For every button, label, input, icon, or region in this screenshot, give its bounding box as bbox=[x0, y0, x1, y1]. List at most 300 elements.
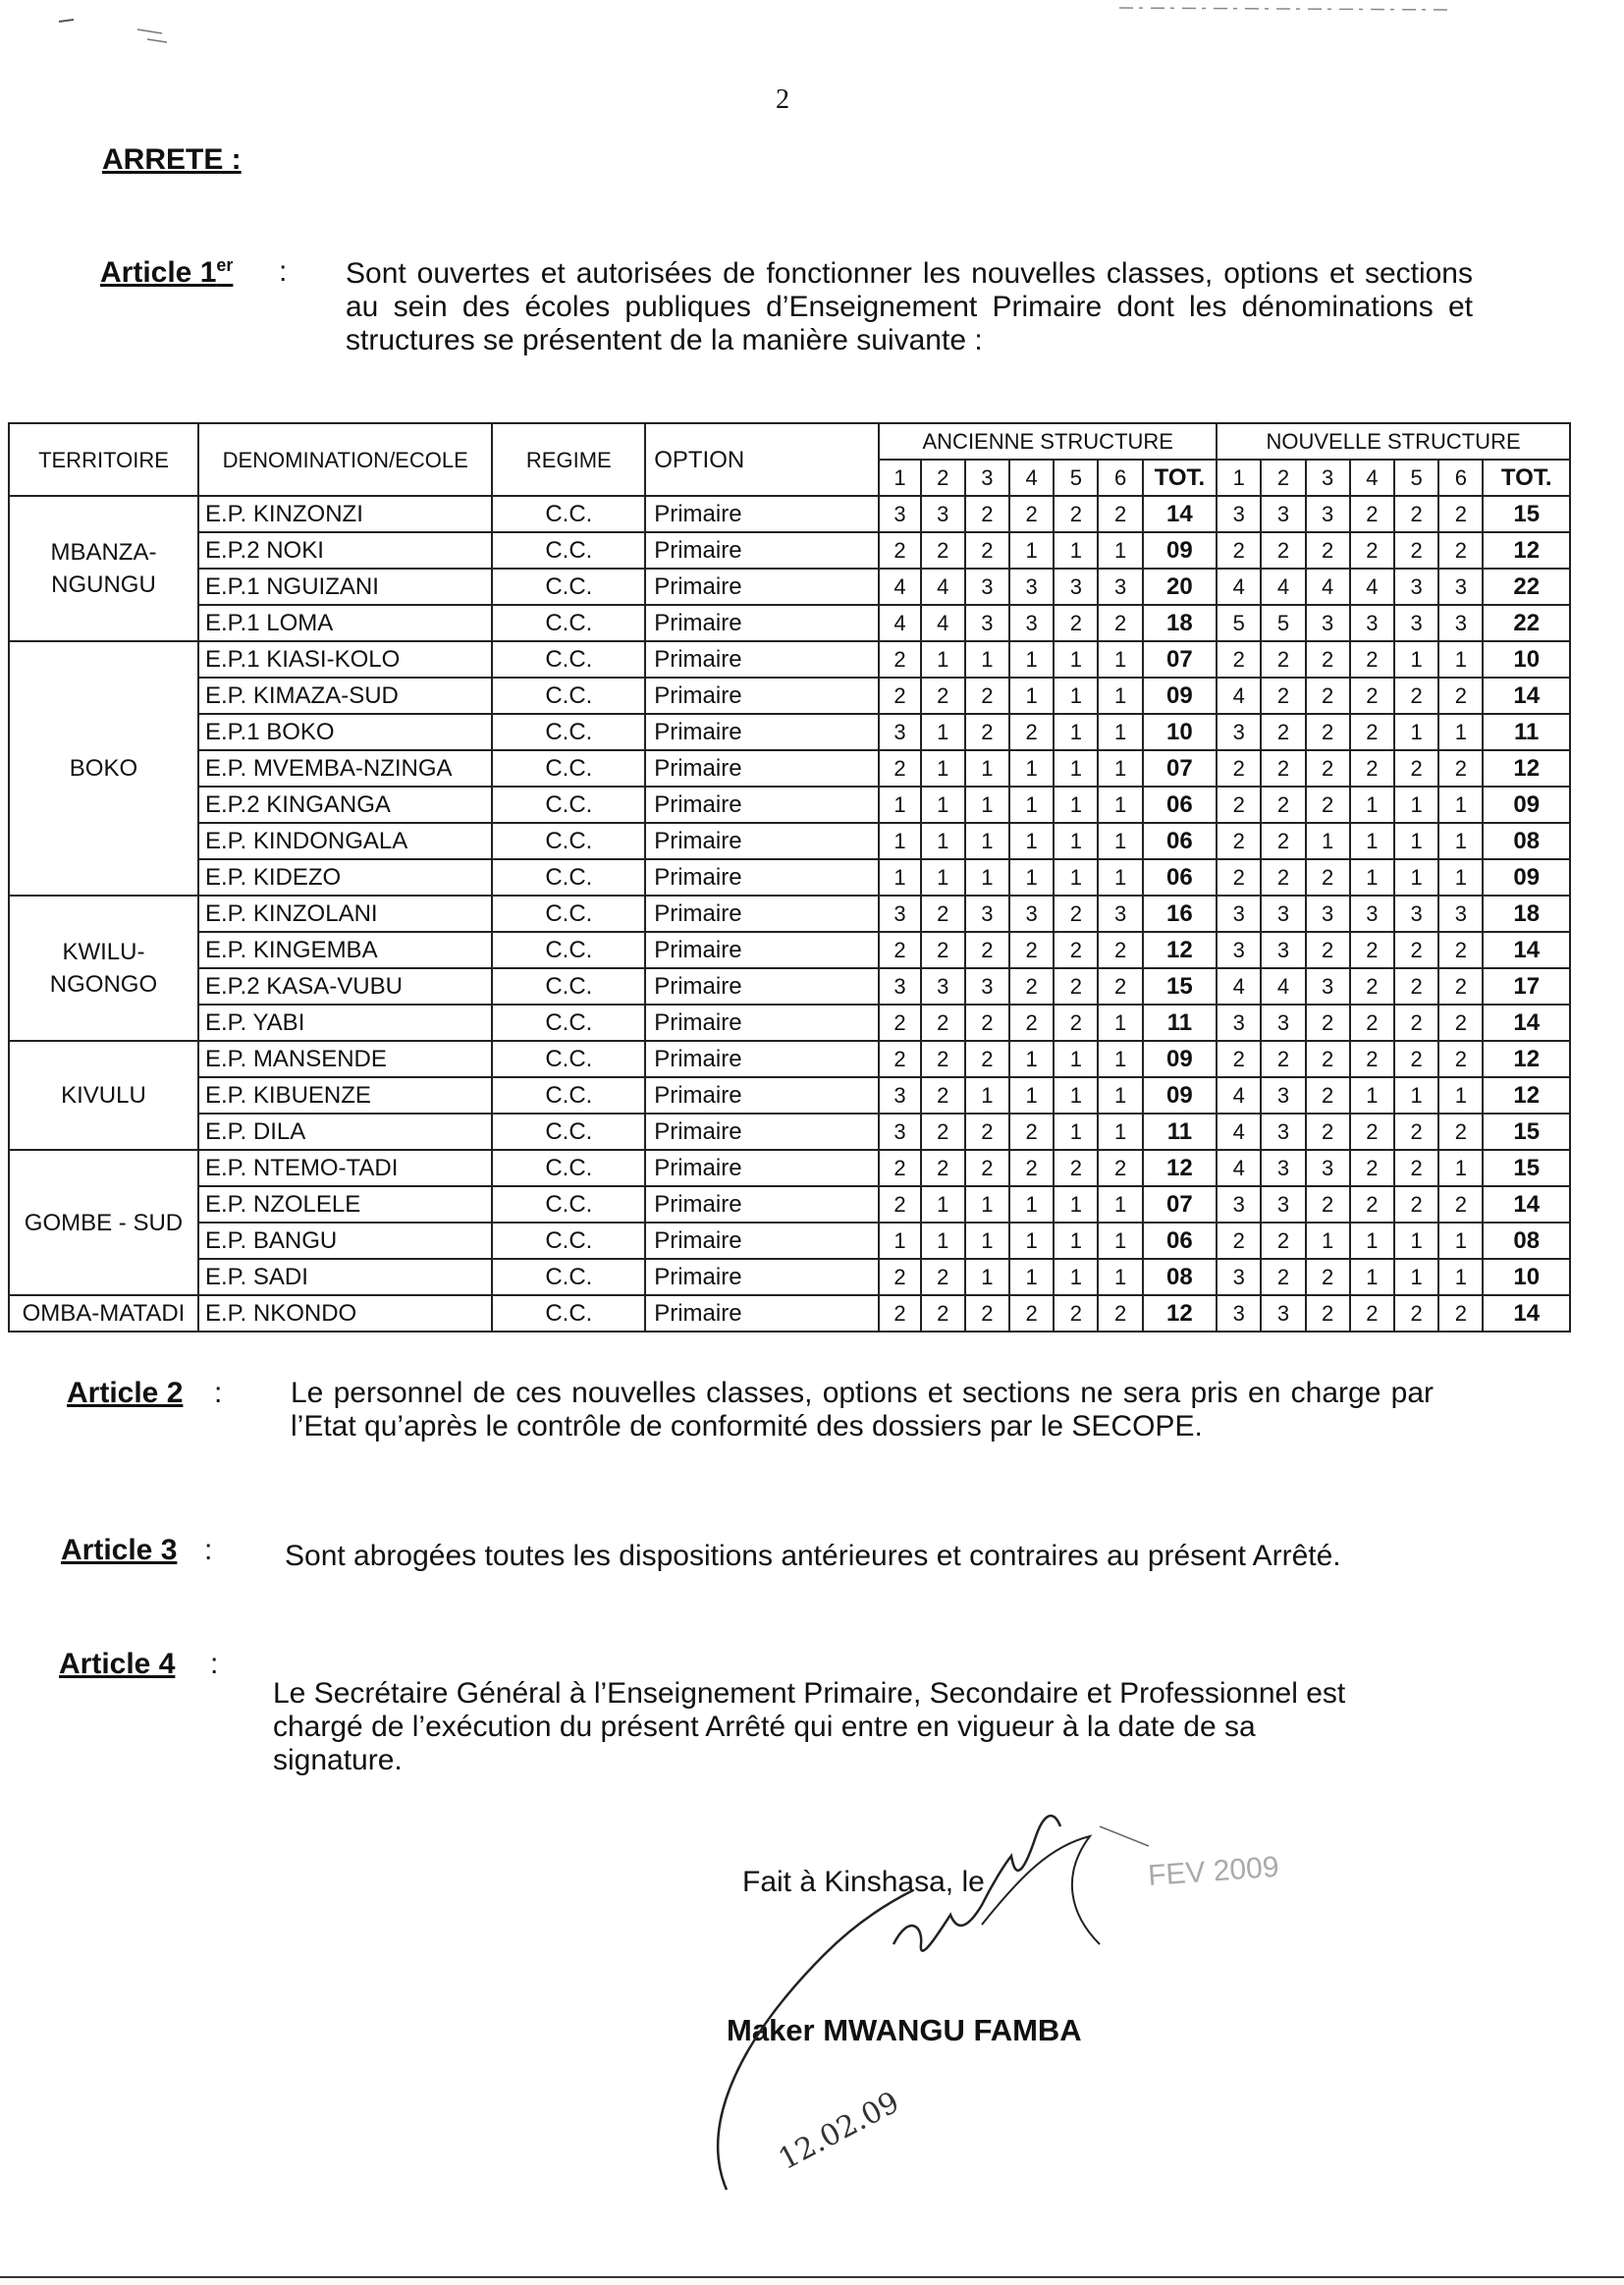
regime-cell: C.C. bbox=[492, 641, 645, 678]
new-class-count-cell: 3 bbox=[1261, 1114, 1305, 1150]
regime-cell: C.C. bbox=[492, 823, 645, 859]
new-class-count-cell: 2 bbox=[1394, 932, 1438, 968]
old-class-count-cell: 2 bbox=[965, 532, 1009, 569]
new-class-count-cell: 3 bbox=[1306, 1150, 1350, 1186]
school-name-cell: E.P. YABI bbox=[198, 1005, 492, 1041]
new-class-count-cell: 3 bbox=[1261, 1186, 1305, 1223]
new-class-count-cell: 2 bbox=[1350, 932, 1394, 968]
header-territoire: TERRITOIRE bbox=[9, 423, 198, 496]
old-class-count-cell: 2 bbox=[1098, 932, 1142, 968]
table-row bbox=[9, 1223, 1570, 1259]
school-name-cell: E.P. BANGU bbox=[198, 1223, 492, 1259]
new-class-count-cell: 2 bbox=[1261, 750, 1305, 787]
new-class-count-cell: 5 bbox=[1261, 605, 1305, 641]
regime-cell: C.C. bbox=[492, 859, 645, 896]
old-total-cell: 06 bbox=[1143, 859, 1217, 896]
new-class-count-cell: 2 bbox=[1306, 1077, 1350, 1114]
old-class-count-cell: 1 bbox=[1009, 1259, 1054, 1295]
old-total-cell: 09 bbox=[1143, 532, 1217, 569]
new-class-count-cell: 2 bbox=[1306, 932, 1350, 968]
new-class-count-cell: 3 bbox=[1217, 1186, 1261, 1223]
territoire-cell: KIVULU bbox=[9, 1041, 198, 1150]
old-class-count-cell: 1 bbox=[1009, 859, 1054, 896]
old-class-count-cell: 2 bbox=[1098, 496, 1142, 532]
regime-cell: C.C. bbox=[492, 896, 645, 932]
old-class-count-cell: 1 bbox=[965, 787, 1009, 823]
old-class-count-cell: 1 bbox=[1054, 678, 1098, 714]
new-class-count-cell: 2 bbox=[1217, 787, 1261, 823]
old-class-count-cell: 2 bbox=[1009, 1114, 1054, 1150]
new-class-count-cell: 2 bbox=[1438, 532, 1483, 569]
school-name-cell: E.P. NZOLELE bbox=[198, 1186, 492, 1223]
old-class-count-cell: 1 bbox=[1054, 787, 1098, 823]
old-class-count-cell: 1 bbox=[1098, 1005, 1142, 1041]
new-class-count-cell: 2 bbox=[1306, 641, 1350, 678]
old-class-count-cell: 1 bbox=[1054, 1186, 1098, 1223]
new-class-count-cell: 4 bbox=[1217, 569, 1261, 605]
new-class-count-cell: 3 bbox=[1306, 896, 1350, 932]
table-row bbox=[9, 678, 1570, 714]
new-class-count-cell: 2 bbox=[1350, 750, 1394, 787]
option-cell: Primaire bbox=[645, 896, 879, 932]
new-total-cell: 08 bbox=[1483, 823, 1570, 859]
new-total-cell: 22 bbox=[1483, 569, 1570, 605]
old-class-count-cell: 3 bbox=[921, 496, 965, 532]
old-class-count-cell: 2 bbox=[921, 1077, 965, 1114]
new-class-count-cell: 2 bbox=[1261, 678, 1305, 714]
new-class-count-cell: 2 bbox=[1394, 750, 1438, 787]
scan-artifacts bbox=[0, 0, 1624, 59]
old-class-count-cell: 1 bbox=[1009, 1041, 1054, 1077]
school-name-cell: E.P. MANSENDE bbox=[198, 1041, 492, 1077]
old-class-count-cell: 1 bbox=[1098, 714, 1142, 750]
new-class-count-cell: 2 bbox=[1261, 1223, 1305, 1259]
territoire-cell: BOKO bbox=[9, 641, 198, 896]
table-row bbox=[9, 1150, 1570, 1186]
old-class-count-cell: 4 bbox=[879, 605, 920, 641]
regime-cell: C.C. bbox=[492, 1077, 645, 1114]
new-class-count-cell: 2 bbox=[1350, 1295, 1394, 1332]
old-class-count-cell: 1 bbox=[1098, 1259, 1142, 1295]
new-class-count-cell: 2 bbox=[1306, 1259, 1350, 1295]
old-total-cell: 08 bbox=[1143, 1259, 1217, 1295]
new-class-count-cell: 3 bbox=[1261, 896, 1305, 932]
option-cell: Primaire bbox=[645, 968, 879, 1005]
header-regime: REGIME bbox=[492, 423, 645, 496]
regime-cell: C.C. bbox=[492, 1114, 645, 1150]
table-row bbox=[9, 1041, 1570, 1077]
article-2-label: Article 2 bbox=[67, 1377, 184, 1409]
new-class-count-cell: 3 bbox=[1217, 1295, 1261, 1332]
new-class-count-cell: 3 bbox=[1261, 1295, 1305, 1332]
table-header-row bbox=[9, 423, 1570, 460]
new-class-count-cell: 2 bbox=[1217, 750, 1261, 787]
signature-date: 12.02.09 bbox=[773, 2085, 905, 2178]
new-total-cell: 14 bbox=[1483, 932, 1570, 968]
new-class-count-cell: 2 bbox=[1350, 678, 1394, 714]
old-total-cell: 09 bbox=[1143, 1077, 1217, 1114]
option-cell: Primaire bbox=[645, 1005, 879, 1041]
new-class-count-cell: 5 bbox=[1217, 605, 1261, 641]
old-class-count-cell: 3 bbox=[1098, 569, 1142, 605]
school-name-cell: E.P. KIDEZO bbox=[198, 859, 492, 896]
old-class-count-cell: 1 bbox=[1009, 532, 1054, 569]
new-class-count-cell: 1 bbox=[1438, 1077, 1483, 1114]
old-class-count-cell: 2 bbox=[921, 532, 965, 569]
new-class-count-cell: 1 bbox=[1438, 641, 1483, 678]
header-col-old-2: 2 bbox=[921, 460, 965, 496]
old-class-count-cell: 2 bbox=[1098, 1150, 1142, 1186]
article-4-line: signature. bbox=[273, 1744, 403, 1776]
new-class-count-cell: 3 bbox=[1438, 569, 1483, 605]
old-class-count-cell: 3 bbox=[1009, 896, 1054, 932]
old-class-count-cell: 1 bbox=[1054, 823, 1098, 859]
old-class-count-cell: 1 bbox=[1054, 1041, 1098, 1077]
new-class-count-cell: 4 bbox=[1350, 569, 1394, 605]
old-class-count-cell: 2 bbox=[921, 1295, 965, 1332]
header-col-old-1: 1 bbox=[879, 460, 920, 496]
new-class-count-cell: 2 bbox=[1217, 823, 1261, 859]
old-class-count-cell: 3 bbox=[1009, 605, 1054, 641]
old-class-count-cell: 2 bbox=[879, 1295, 920, 1332]
new-class-count-cell: 2 bbox=[1217, 1041, 1261, 1077]
regime-cell: C.C. bbox=[492, 569, 645, 605]
school-name-cell: E.P.2 NOKI bbox=[198, 532, 492, 569]
new-class-count-cell: 2 bbox=[1261, 1259, 1305, 1295]
new-class-count-cell: 1 bbox=[1394, 859, 1438, 896]
regime-cell: C.C. bbox=[492, 1041, 645, 1077]
old-total-cell: 14 bbox=[1143, 496, 1217, 532]
new-total-cell: 15 bbox=[1483, 1150, 1570, 1186]
new-total-cell: 10 bbox=[1483, 1259, 1570, 1295]
old-class-count-cell: 2 bbox=[921, 896, 965, 932]
new-class-count-cell: 2 bbox=[1438, 932, 1483, 968]
old-class-count-cell: 1 bbox=[1098, 641, 1142, 678]
new-class-count-cell: 2 bbox=[1306, 1114, 1350, 1150]
article-3-colon: : bbox=[204, 1534, 213, 1566]
new-class-count-cell: 2 bbox=[1350, 1186, 1394, 1223]
old-class-count-cell: 3 bbox=[879, 1077, 920, 1114]
old-class-count-cell: 3 bbox=[1054, 569, 1098, 605]
regime-cell: C.C. bbox=[492, 1223, 645, 1259]
new-class-count-cell: 2 bbox=[1350, 1150, 1394, 1186]
old-class-count-cell: 1 bbox=[921, 641, 965, 678]
old-class-count-cell: 2 bbox=[1009, 1005, 1054, 1041]
table-row bbox=[9, 1295, 1570, 1332]
new-class-count-cell: 1 bbox=[1438, 859, 1483, 896]
new-class-count-cell: 4 bbox=[1261, 968, 1305, 1005]
new-class-count-cell: 2 bbox=[1438, 1114, 1483, 1150]
old-class-count-cell: 2 bbox=[965, 1041, 1009, 1077]
school-name-cell: E.P. KINZOLANI bbox=[198, 896, 492, 932]
article-3-label: Article 3 bbox=[61, 1534, 178, 1566]
old-class-count-cell: 1 bbox=[879, 859, 920, 896]
regime-cell: C.C. bbox=[492, 678, 645, 714]
school-name-cell: E.P. DILA bbox=[198, 1114, 492, 1150]
new-class-count-cell: 1 bbox=[1438, 1150, 1483, 1186]
old-class-count-cell: 3 bbox=[879, 896, 920, 932]
old-class-count-cell: 1 bbox=[921, 714, 965, 750]
territoire-cell: MBANZA-NGUNGU bbox=[9, 496, 198, 641]
table-row bbox=[9, 750, 1570, 787]
old-total-cell: 06 bbox=[1143, 1223, 1217, 1259]
table-row bbox=[9, 1186, 1570, 1223]
new-total-cell: 09 bbox=[1483, 859, 1570, 896]
school-name-cell: E.P.1 BOKO bbox=[198, 714, 492, 750]
old-class-count-cell: 2 bbox=[921, 1150, 965, 1186]
new-class-count-cell: 3 bbox=[1350, 605, 1394, 641]
old-total-cell: 12 bbox=[1143, 932, 1217, 968]
header-option: OPTION bbox=[645, 423, 879, 496]
old-class-count-cell: 1 bbox=[1098, 532, 1142, 569]
article-4-colon: : bbox=[210, 1648, 219, 1680]
regime-cell: C.C. bbox=[492, 605, 645, 641]
old-class-count-cell: 2 bbox=[879, 1259, 920, 1295]
old-class-count-cell: 2 bbox=[1009, 932, 1054, 968]
place-and-date-line: Fait à Kinshasa, le bbox=[742, 1866, 985, 1898]
new-class-count-cell: 3 bbox=[1306, 968, 1350, 1005]
old-class-count-cell: 2 bbox=[1009, 496, 1054, 532]
new-class-count-cell: 1 bbox=[1350, 1259, 1394, 1295]
old-class-count-cell: 2 bbox=[965, 714, 1009, 750]
old-total-cell: 07 bbox=[1143, 641, 1217, 678]
old-class-count-cell: 3 bbox=[879, 968, 920, 1005]
new-class-count-cell: 2 bbox=[1394, 1150, 1438, 1186]
new-total-cell: 08 bbox=[1483, 1223, 1570, 1259]
new-total-cell: 18 bbox=[1483, 896, 1570, 932]
old-total-cell: 12 bbox=[1143, 1295, 1217, 1332]
new-class-count-cell: 3 bbox=[1261, 1150, 1305, 1186]
article-2-text: Le personnel de ces nouvelles classes, options et sections ne sera pris en charge par l’Etat qu’après le contrôle de conformité des dossiers par le SECOPE. bbox=[291, 1377, 1434, 1442]
option-cell: Primaire bbox=[645, 1041, 879, 1077]
new-total-cell: 11 bbox=[1483, 714, 1570, 750]
new-class-count-cell: 1 bbox=[1394, 823, 1438, 859]
new-class-count-cell: 1 bbox=[1394, 787, 1438, 823]
old-total-cell: 18 bbox=[1143, 605, 1217, 641]
school-name-cell: E.P. NKONDO bbox=[198, 1295, 492, 1332]
new-class-count-cell: 2 bbox=[1306, 1186, 1350, 1223]
old-class-count-cell: 1 bbox=[879, 823, 920, 859]
old-class-count-cell: 3 bbox=[879, 714, 920, 750]
new-class-count-cell: 1 bbox=[1350, 823, 1394, 859]
new-class-count-cell: 2 bbox=[1306, 714, 1350, 750]
school-name-cell: E.P. KINZONZI bbox=[198, 496, 492, 532]
new-class-count-cell: 2 bbox=[1350, 714, 1394, 750]
new-class-count-cell: 2 bbox=[1394, 1005, 1438, 1041]
old-class-count-cell: 2 bbox=[879, 678, 920, 714]
option-cell: Primaire bbox=[645, 1150, 879, 1186]
header-col-new-tot: TOT. bbox=[1483, 460, 1570, 496]
new-class-count-cell: 2 bbox=[1217, 532, 1261, 569]
old-total-cell: 16 bbox=[1143, 896, 1217, 932]
old-class-count-cell: 3 bbox=[965, 896, 1009, 932]
new-class-count-cell: 2 bbox=[1350, 1114, 1394, 1150]
option-cell: Primaire bbox=[645, 1223, 879, 1259]
old-class-count-cell: 2 bbox=[879, 750, 920, 787]
new-class-count-cell: 3 bbox=[1261, 1005, 1305, 1041]
new-class-count-cell: 2 bbox=[1438, 750, 1483, 787]
old-class-count-cell: 1 bbox=[1098, 1114, 1142, 1150]
article-2-colon: : bbox=[214, 1377, 223, 1409]
new-total-cell: 12 bbox=[1483, 1077, 1570, 1114]
option-cell: Primaire bbox=[645, 678, 879, 714]
new-class-count-cell: 2 bbox=[1394, 678, 1438, 714]
new-total-cell: 15 bbox=[1483, 1114, 1570, 1150]
new-class-count-cell: 2 bbox=[1261, 532, 1305, 569]
new-class-count-cell: 1 bbox=[1438, 823, 1483, 859]
old-class-count-cell: 1 bbox=[1054, 1114, 1098, 1150]
new-class-count-cell: 3 bbox=[1261, 932, 1305, 968]
old-class-count-cell: 1 bbox=[1009, 787, 1054, 823]
new-total-cell: 10 bbox=[1483, 641, 1570, 678]
new-total-cell: 14 bbox=[1483, 1186, 1570, 1223]
old-class-count-cell: 1 bbox=[921, 750, 965, 787]
new-class-count-cell: 1 bbox=[1350, 1077, 1394, 1114]
new-class-count-cell: 2 bbox=[1394, 496, 1438, 532]
new-class-count-cell: 2 bbox=[1350, 641, 1394, 678]
new-class-count-cell: 3 bbox=[1217, 1005, 1261, 1041]
old-total-cell: 07 bbox=[1143, 1186, 1217, 1223]
new-class-count-cell: 2 bbox=[1306, 678, 1350, 714]
new-class-count-cell: 2 bbox=[1394, 1186, 1438, 1223]
new-class-count-cell: 3 bbox=[1438, 896, 1483, 932]
new-class-count-cell: 3 bbox=[1394, 896, 1438, 932]
new-class-count-cell: 1 bbox=[1394, 641, 1438, 678]
article-1-colon: : bbox=[279, 255, 288, 288]
new-class-count-cell: 1 bbox=[1394, 1077, 1438, 1114]
table-row bbox=[9, 641, 1570, 678]
table-row bbox=[9, 1259, 1570, 1295]
new-class-count-cell: 3 bbox=[1306, 605, 1350, 641]
school-name-cell: E.P. SADI bbox=[198, 1259, 492, 1295]
new-class-count-cell: 2 bbox=[1350, 532, 1394, 569]
signatory-name: Maker MWANGU FAMBA bbox=[727, 2013, 1082, 2047]
old-class-count-cell: 2 bbox=[879, 1005, 920, 1041]
school-name-cell: E.P. KIBUENZE bbox=[198, 1077, 492, 1114]
old-class-count-cell: 2 bbox=[879, 1150, 920, 1186]
old-class-count-cell: 2 bbox=[965, 1005, 1009, 1041]
new-class-count-cell: 1 bbox=[1306, 823, 1350, 859]
header-nouvelle-structure: NOUVELLE STRUCTURE bbox=[1217, 423, 1570, 460]
old-class-count-cell: 1 bbox=[879, 1223, 920, 1259]
old-class-count-cell: 1 bbox=[1054, 532, 1098, 569]
header-col-new-6: 6 bbox=[1438, 460, 1483, 496]
new-class-count-cell: 3 bbox=[1438, 605, 1483, 641]
old-total-cell: 06 bbox=[1143, 823, 1217, 859]
territoire-cell: KWILU-NGONGO bbox=[9, 896, 198, 1041]
old-class-count-cell: 2 bbox=[1054, 932, 1098, 968]
new-class-count-cell: 2 bbox=[1438, 1041, 1483, 1077]
old-class-count-cell: 2 bbox=[921, 1114, 965, 1150]
new-class-count-cell: 2 bbox=[1438, 496, 1483, 532]
old-class-count-cell: 2 bbox=[1054, 1150, 1098, 1186]
new-class-count-cell: 2 bbox=[1306, 532, 1350, 569]
option-cell: Primaire bbox=[645, 932, 879, 968]
old-class-count-cell: 2 bbox=[1009, 1295, 1054, 1332]
article-4-line: chargé de l’exécution du présent Arrêté qui entre en vigueur à la date de sa bbox=[273, 1711, 1256, 1743]
old-class-count-cell: 1 bbox=[1009, 678, 1054, 714]
new-class-count-cell: 2 bbox=[1394, 1114, 1438, 1150]
new-class-count-cell: 2 bbox=[1394, 532, 1438, 569]
old-class-count-cell: 3 bbox=[965, 569, 1009, 605]
new-class-count-cell: 2 bbox=[1306, 1295, 1350, 1332]
table-row bbox=[9, 896, 1570, 932]
option-cell: Primaire bbox=[645, 605, 879, 641]
header-ancienne-structure: ANCIENNE STRUCTURE bbox=[879, 423, 1217, 460]
table-row bbox=[9, 859, 1570, 896]
table-row bbox=[9, 605, 1570, 641]
new-class-count-cell: 1 bbox=[1438, 714, 1483, 750]
regime-cell: C.C. bbox=[492, 1259, 645, 1295]
old-class-count-cell: 1 bbox=[1098, 1186, 1142, 1223]
new-class-count-cell: 1 bbox=[1394, 1223, 1438, 1259]
old-total-cell: 07 bbox=[1143, 750, 1217, 787]
old-total-cell: 06 bbox=[1143, 787, 1217, 823]
school-name-cell: E.P.1 NGUIZANI bbox=[198, 569, 492, 605]
schools-structure-table bbox=[8, 422, 1571, 1333]
old-class-count-cell: 2 bbox=[1009, 1150, 1054, 1186]
school-name-cell: E.P.2 KINGANGA bbox=[198, 787, 492, 823]
header-col-new-2: 2 bbox=[1261, 460, 1305, 496]
table-row bbox=[9, 932, 1570, 968]
old-class-count-cell: 2 bbox=[965, 932, 1009, 968]
new-class-count-cell: 1 bbox=[1350, 787, 1394, 823]
old-class-count-cell: 2 bbox=[965, 1150, 1009, 1186]
regime-cell: C.C. bbox=[492, 787, 645, 823]
old-class-count-cell: 1 bbox=[921, 1223, 965, 1259]
header-col-new-5: 5 bbox=[1394, 460, 1438, 496]
header-col-new-4: 4 bbox=[1350, 460, 1394, 496]
option-cell: Primaire bbox=[645, 823, 879, 859]
new-class-count-cell: 4 bbox=[1261, 569, 1305, 605]
new-class-count-cell: 4 bbox=[1306, 569, 1350, 605]
new-class-count-cell: 2 bbox=[1217, 1223, 1261, 1259]
new-class-count-cell: 4 bbox=[1217, 1114, 1261, 1150]
old-class-count-cell: 2 bbox=[1054, 1005, 1098, 1041]
regime-cell: C.C. bbox=[492, 1186, 645, 1223]
new-class-count-cell: 1 bbox=[1350, 1223, 1394, 1259]
old-class-count-cell: 1 bbox=[1098, 787, 1142, 823]
header-col-old-4: 4 bbox=[1009, 460, 1054, 496]
old-class-count-cell: 1 bbox=[965, 1223, 1009, 1259]
old-total-cell: 12 bbox=[1143, 1150, 1217, 1186]
old-class-count-cell: 1 bbox=[1009, 750, 1054, 787]
school-name-cell: E.P. KINGEMBA bbox=[198, 932, 492, 968]
old-class-count-cell: 2 bbox=[1054, 496, 1098, 532]
old-class-count-cell: 1 bbox=[879, 787, 920, 823]
old-class-count-cell: 2 bbox=[1009, 968, 1054, 1005]
new-class-count-cell: 1 bbox=[1394, 1259, 1438, 1295]
page-number: 2 bbox=[776, 84, 789, 115]
new-class-count-cell: 3 bbox=[1217, 714, 1261, 750]
new-class-count-cell: 4 bbox=[1217, 968, 1261, 1005]
old-class-count-cell: 1 bbox=[1098, 1223, 1142, 1259]
old-class-count-cell: 4 bbox=[879, 569, 920, 605]
new-class-count-cell: 2 bbox=[1438, 1295, 1483, 1332]
old-class-count-cell: 1 bbox=[921, 1186, 965, 1223]
old-class-count-cell: 2 bbox=[879, 1186, 920, 1223]
territoire-cell: GOMBE - SUD bbox=[9, 1150, 198, 1295]
new-total-cell: 09 bbox=[1483, 787, 1570, 823]
table-row bbox=[9, 496, 1570, 532]
old-class-count-cell: 2 bbox=[1098, 1295, 1142, 1332]
school-name-cell: E.P. KINDONGALA bbox=[198, 823, 492, 859]
old-class-count-cell: 1 bbox=[965, 1186, 1009, 1223]
old-total-cell: 20 bbox=[1143, 569, 1217, 605]
new-class-count-cell: 2 bbox=[1438, 968, 1483, 1005]
new-class-count-cell: 2 bbox=[1217, 641, 1261, 678]
regime-cell: C.C. bbox=[492, 1295, 645, 1332]
